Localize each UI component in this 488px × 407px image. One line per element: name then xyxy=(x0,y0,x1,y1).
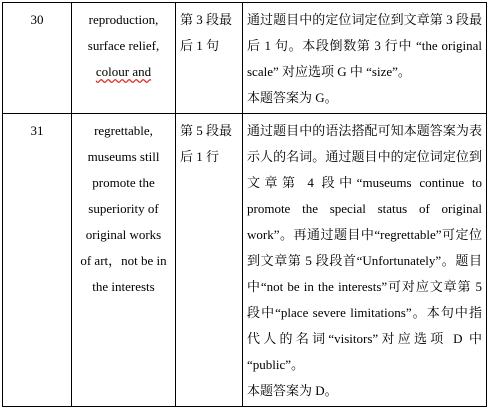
explanation-cell xyxy=(243,114,487,407)
explanation-cell xyxy=(243,3,487,114)
phrase-line: original works xyxy=(85,227,162,242)
question-number: 31 xyxy=(3,114,72,407)
question-phrase xyxy=(72,114,176,407)
answer-table xyxy=(2,2,487,407)
phrase-line: promote the xyxy=(92,175,155,190)
question-number: 30 xyxy=(3,3,72,114)
question-phrase xyxy=(72,3,176,114)
phrase-line: regrettable, xyxy=(94,123,153,138)
answer-text: 本题答案为 D。 xyxy=(247,383,338,398)
phrase-line: reproduction, xyxy=(88,12,159,27)
phrase-line: of art，not be in xyxy=(80,253,167,268)
phrase-line: museums still xyxy=(87,149,160,164)
location-cell: 第 5 段最后 1 行 xyxy=(176,114,243,407)
phrase-line: the interests xyxy=(92,279,155,294)
phrase-line: colour and xyxy=(95,64,152,79)
table-row xyxy=(3,114,487,407)
answer-text: 本题答案为 G。 xyxy=(247,90,338,105)
location-cell: 第 3 段最后 1 句 xyxy=(176,3,243,114)
explanation-text: 通过题目中的语法搭配可知本题答案为表示人的名词。通过题目中的定位词定位到文章第 4 段中“museums continue to promote the special status of original work”。再通过题目中“regrettable”可定位到文章第 5 段段首“Unfortunately”。题目中“not be in the interests”可对应文章第 5 段中“place severe limitations”。本句中指代人的名词“visitors”对应选项 D 中 “public”。 xyxy=(247,123,482,372)
phrase-line: superiority of xyxy=(88,201,159,216)
table-row xyxy=(3,3,487,114)
explanation-text: 通过题目中的定位词定位到文章第 3 段最后 1 句。本段倒数第 3 行中 “the original scale” 对应选项 G 中 “size”。 xyxy=(247,12,482,79)
phrase-line: surface relief, xyxy=(87,38,160,53)
